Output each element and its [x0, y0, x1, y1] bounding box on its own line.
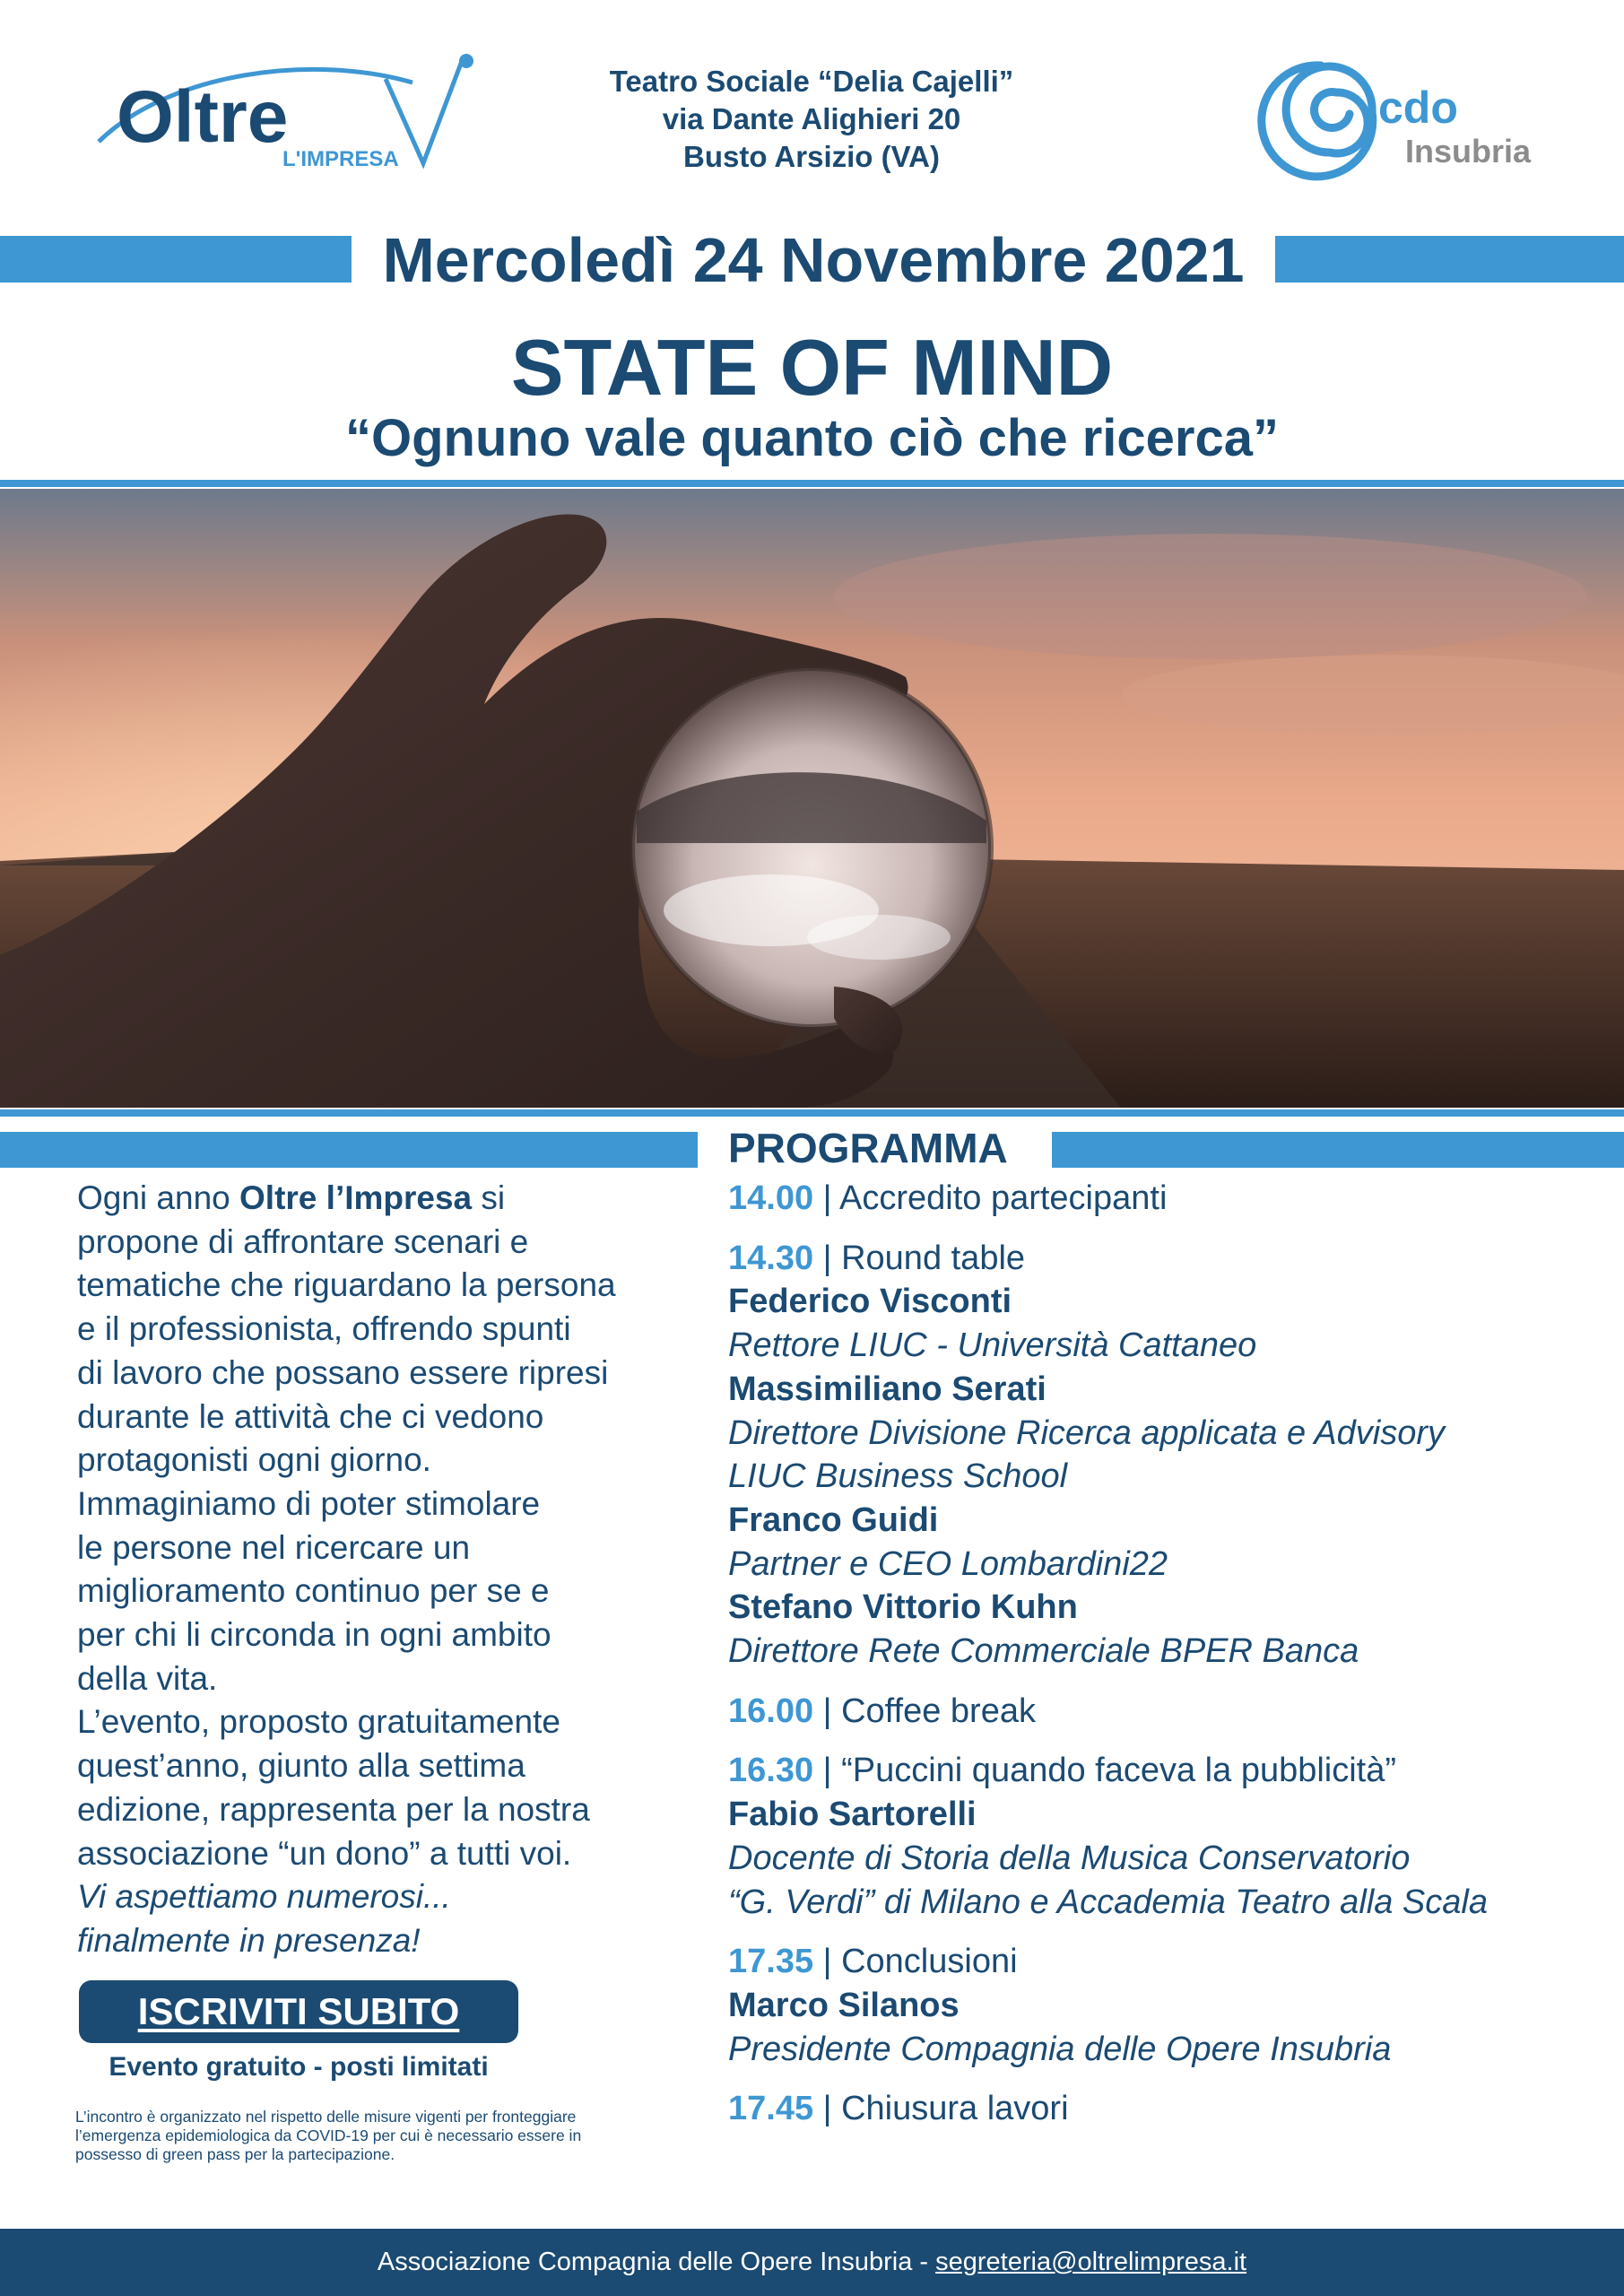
intro-text-run: Vi aspettiamo numerosi...	[77, 1878, 451, 1916]
intro-line	[77, 1700, 705, 1744]
intro-line	[77, 1483, 705, 1526]
intro-text-run: associazione “un dono” a tutti voi.	[77, 1834, 572, 1872]
intro-line	[77, 1352, 705, 1396]
slot-separator: |	[813, 2090, 842, 2128]
venue-line: Teatro Sociale “Delia Cajelli”	[609, 65, 1014, 98]
intro-text-run: quest’anno, giunto alla settima	[77, 1747, 525, 1785]
slot-label: Coffee break	[841, 1692, 1036, 1730]
slot-label: Conclusioni	[841, 1943, 1018, 1981]
intro-line	[77, 1264, 705, 1308]
oltre-limpresa-logo	[90, 45, 484, 179]
photo-bottom-rule	[0, 1109, 1624, 1117]
footer-bar	[0, 2229, 1624, 2296]
programme-title: PROGRAMMA	[728, 1125, 1008, 1171]
oltre-logo-word: Oltre	[117, 76, 289, 158]
intro-text-run: L’evento, proposto gratuitamente	[77, 1703, 560, 1741]
event-date: Mercoledì 24 Novembre 2021	[382, 225, 1245, 295]
speaker-name: Federico Visconti	[728, 1283, 1012, 1321]
programme-band-left	[0, 1132, 698, 1168]
register-button[interactable]: ISCRIVITI SUBITO	[79, 1980, 518, 2043]
disclaimer-line: L’incontro è organizzato nel rispetto delle misure vigenti per fronteggiare	[75, 2108, 577, 2126]
intro-line	[77, 1308, 705, 1352]
speaker-role: Direttore Divisione Ricerca applicata e Advisory	[728, 1413, 1446, 1452]
intro-text-run: le persone nel ricercare un	[77, 1528, 471, 1566]
slot-time: 16.00	[728, 1692, 814, 1730]
slot-label: Round table	[841, 1239, 1026, 1277]
slot-time: 14.30	[728, 1239, 814, 1277]
event-title: STATE OF MIND	[510, 323, 1114, 412]
intro-line	[77, 1613, 705, 1657]
slot-heading	[728, 1940, 1616, 1984]
intro-line	[77, 1744, 705, 1788]
oltre-logo-tagline: L'IMPRESA	[282, 147, 399, 171]
slot-label: Chiusura lavori	[841, 2090, 1069, 2128]
date-band-right	[1275, 236, 1624, 283]
programme-slot	[728, 1177, 1616, 1221]
speaker-role: LIUC Business School	[728, 1457, 1068, 1496]
intro-line	[77, 1177, 705, 1221]
intro-text-run: di lavoro che possano essere ripresi	[77, 1353, 609, 1391]
intro-line	[77, 1919, 705, 1963]
programme-slot	[728, 1237, 1616, 1674]
footer-email-link[interactable]: segreteria@oltrelimpresa.it	[935, 2248, 1247, 2276]
date-band-left	[0, 236, 352, 283]
slot-label: “Puccini quando faceva la pubblicità”	[841, 1752, 1397, 1790]
slot-separator: |	[813, 1943, 842, 1981]
intro-line	[77, 1439, 705, 1483]
slot-time: 14.00	[728, 1179, 814, 1217]
intro-line	[77, 1396, 705, 1439]
intro-text-run: propone di affrontare scenari e	[77, 1222, 529, 1260]
speaker-name: Marco Silanos	[728, 1986, 960, 2024]
slot-separator: |	[813, 1179, 839, 1217]
intro-text-run: e il professionista, offrendo spunti	[77, 1310, 571, 1348]
slot-heading	[728, 1749, 1616, 1793]
speaker-role: Docente di Storia della Musica Conservatorio	[728, 1839, 1411, 1877]
intro-line	[77, 1788, 705, 1832]
speaker-role: Partner e CEO Lombardini22	[728, 1544, 1168, 1583]
venue-line: Busto Arsizio (VA)	[683, 140, 940, 173]
speaker-name: Stefano Vittorio Kuhn	[728, 1588, 1078, 1627]
intro-text	[77, 1177, 705, 1963]
venue-line: via Dante Alighieri 20	[662, 102, 961, 135]
intro-text-run: durante le attività che ci vedono	[77, 1397, 544, 1435]
programme-band-right	[1052, 1132, 1624, 1168]
speaker-role: Presidente Compagnia delle Opere Insubria	[728, 2030, 1392, 2068]
programme-slot	[728, 2087, 1616, 2131]
slot-heading	[728, 1237, 1616, 1281]
speaker-name: Fabio Sartorelli	[728, 1796, 977, 1834]
programme-slot	[728, 1749, 1616, 1924]
cdo-insubria-logo	[1251, 49, 1547, 184]
slot-separator: |	[813, 1752, 842, 1790]
intro-text-run: finalmente in presenza!	[77, 1921, 421, 1959]
intro-text-run: Immaginiamo di poter stimolare	[77, 1484, 541, 1522]
intro-line	[77, 1570, 705, 1613]
register-note: Evento gratuito - posti limitati	[109, 2052, 489, 2082]
slot-heading	[728, 2087, 1616, 2131]
slot-heading	[728, 1177, 1616, 1221]
covid-disclaimer	[75, 2108, 694, 2164]
intro-line	[77, 1875, 705, 1919]
cdo-logo-tagline: Insubria	[1405, 133, 1532, 170]
programme-slot	[728, 1940, 1616, 2071]
intro-line	[77, 1657, 705, 1701]
venue-address	[502, 63, 1121, 176]
intro-text-run: della vita.	[77, 1659, 218, 1697]
slot-separator: |	[813, 1239, 842, 1277]
intro-text-run: si	[472, 1179, 506, 1216]
intro-text-run: tematiche che riguardano la persona	[77, 1266, 616, 1304]
speaker-name: Franco Guidi	[728, 1500, 939, 1539]
speaker-role: Rettore LIUC - Università Cattaneo	[728, 1326, 1257, 1365]
intro-line	[77, 1221, 705, 1265]
speaker-role: “G. Verdi” di Milano e Accademia Teatro alla Scala	[728, 1883, 1488, 1921]
footer-text: Associazione Compagnia delle Opere Insubria -	[377, 2248, 936, 2276]
intro-text-run: per chi li circonda in ogni ambito	[77, 1616, 551, 1654]
intro-line	[77, 1832, 705, 1876]
programme-slot	[728, 1690, 1616, 1734]
slot-label: Accredito partecipanti	[838, 1179, 1168, 1217]
intro-text-run: miglioramento continuo per se e	[77, 1572, 550, 1610]
speaker-role: Direttore Rete Commerciale BPER Banca	[728, 1632, 1359, 1671]
cdo-logo-word: cdo	[1378, 83, 1458, 133]
slot-time: 16.30	[728, 1752, 814, 1790]
hero-photo-crystal-ball	[0, 489, 1624, 1108]
slot-separator: |	[813, 1692, 842, 1730]
slot-heading	[728, 1690, 1616, 1734]
programme-list	[728, 1177, 1616, 2147]
intro-emphasis: Oltre l’Impresa	[239, 1179, 473, 1216]
intro-text-run: protagonisti ogni giorno.	[77, 1441, 431, 1479]
speaker-name: Massimiliano Serati	[728, 1370, 1046, 1408]
disclaimer-line: possesso di green pass per la partecipazione.	[75, 2145, 395, 2163]
intro-line	[77, 1526, 705, 1570]
disclaimer-line: l’emergenza epidemiologica da COVID-19 per cui è necessario essere in	[75, 2126, 582, 2144]
intro-text-run: Ogni anno	[77, 1179, 240, 1216]
event-subtitle: “Ognuno vale quanto ciò che ricerca”	[344, 409, 1280, 467]
slot-time: 17.45	[728, 2090, 814, 2128]
photo-top-rule	[0, 480, 1624, 487]
slot-time: 17.35	[728, 1943, 814, 1981]
intro-text-run: edizione, rappresenta per la nostra	[77, 1790, 590, 1828]
